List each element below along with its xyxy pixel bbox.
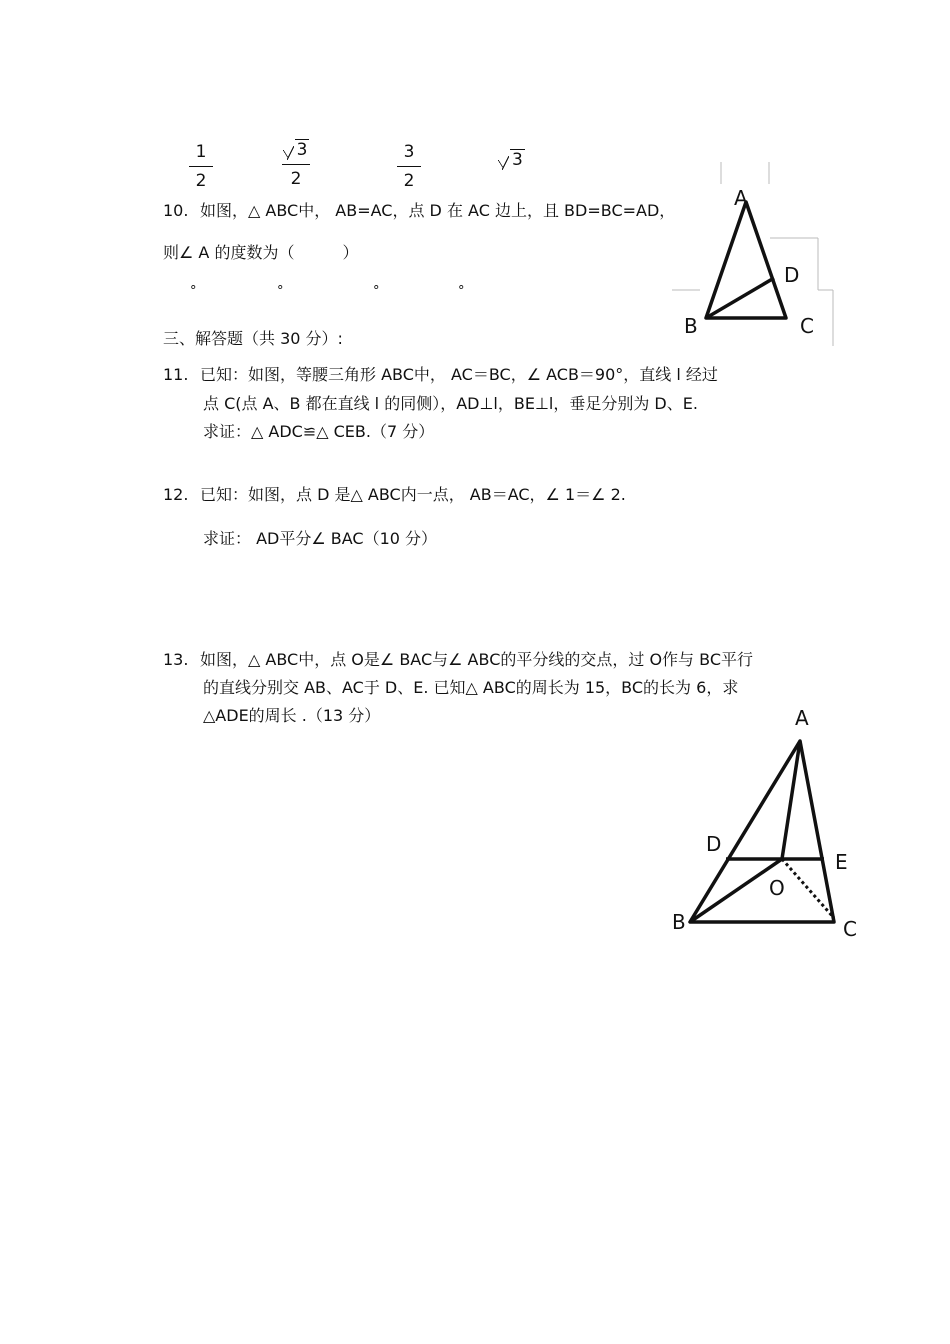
option-fraction-2 [274,140,318,189]
fraction-bar [282,164,310,165]
section-heading: 三、解答题（共 30 分）: [163,329,343,348]
question-11-number: 11. [163,365,189,384]
triangle-figure-q10 [670,160,840,350]
choice-d-unit: ° [458,284,465,299]
question-12-text-line2: 求证： AD平分∠ BAC（10 分） [203,529,438,548]
label-b: B [684,314,698,338]
label-o: O [769,876,785,900]
choice-c-unit: ° [373,284,380,299]
triangle-abc [706,202,786,318]
label-d: D [784,263,800,287]
fraction-bar [189,166,213,167]
square-root-icon: 3 [283,140,310,160]
question-13-number: 13. [163,650,189,669]
triangle-figure-q13 [668,705,868,945]
fraction-numerator: 1 [195,142,207,162]
label-a: A [795,706,809,730]
choice-a-unit: ° [190,284,197,299]
label-e: E [835,850,848,874]
question-12-text-line1: 已知：如图，点 D 是△ ABC内一点， AB＝AC，∠ 1＝∠ 2. [200,485,626,504]
question-13-text-line3: △ADE的周长 .（13 分） [203,706,381,725]
label-a: A [734,186,748,210]
label-c: C [800,314,814,338]
fraction-numerator [274,140,318,160]
question-13-text-line1: 如图，△ ABC中，点 O是∠ BAC与∠ ABC的平分线的交点，过 O作与 BC平行 [200,650,754,669]
question-13-text-line2: 的直线分别交 AB、AC于 D、E. 已知△ ABC的周长为 15，BC的长为 6，求 [203,678,739,697]
question-11-text-line1: 已知：如图，等腰三角形 ABC中， AC＝BC，∠ ACB＝90°，直线 l 经过 [200,365,718,384]
choice-b-unit: ° [277,284,284,299]
option-fraction-1 [181,142,221,191]
label-b: B [672,910,686,934]
fraction-numerator: 3 [403,142,415,162]
fraction-denominator: 2 [195,171,207,191]
question-11-text-line2: 点 C(点 A、B 都在直线 l 的同侧），AD⊥l，BE⊥l，垂足分别为 D、E. [203,394,698,413]
question-10-text-line1: 如图，△ ABC中， AB=AC，点 D 在 AC 边上，且 BD=BC=AD， [200,201,676,220]
option-radical-4 [498,150,525,170]
label-d: D [706,832,722,856]
label-c: C [843,917,857,941]
fraction-bar [397,166,421,167]
fraction-denominator: 2 [403,171,415,191]
question-11-text-line3: 求证：△ ADC≌△ CEB.（7 分） [203,422,435,441]
question-10-text-line2: 则∠ A 的度数为（ ） [163,243,359,262]
question-12-number: 12. [163,485,189,504]
square-root-icon: 3 [498,150,525,170]
question-10-number: 10. [163,201,189,220]
fraction-denominator: 2 [290,169,302,189]
option-fraction-3 [389,142,429,191]
